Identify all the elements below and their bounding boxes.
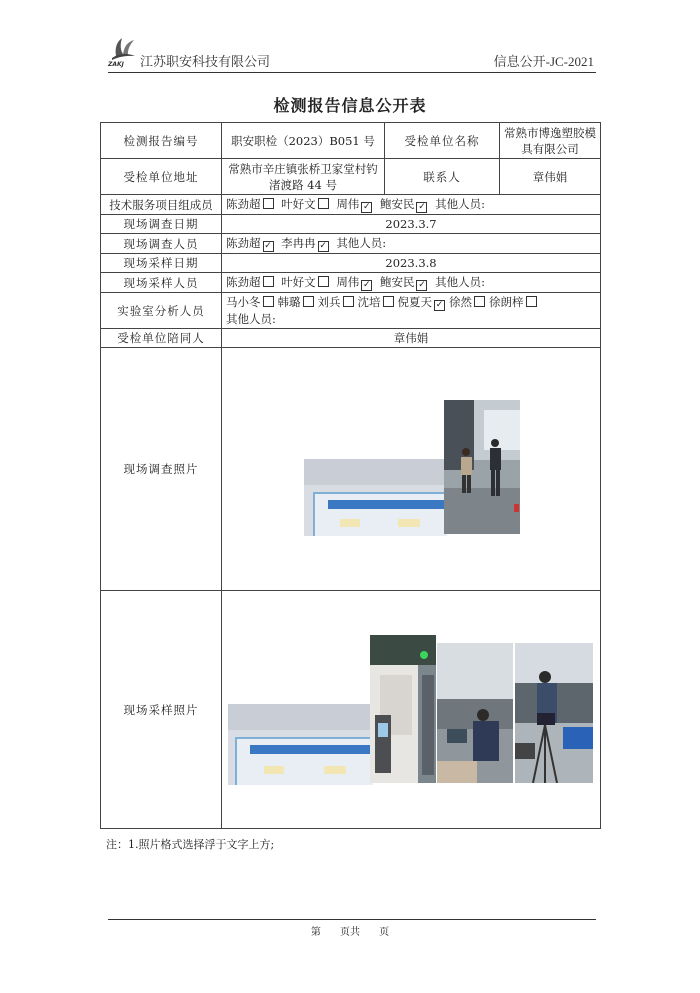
lab-staff-list <box>222 293 601 329</box>
checkbox-icon[interactable] <box>303 296 314 307</box>
survey-staff-list <box>222 234 601 254</box>
sampling-photo-device <box>370 635 436 783</box>
client-name-value: 常熟市博逸塑胶模具有限公司 <box>500 123 601 159</box>
sampling-date-value: 2023.3.8 <box>222 254 601 273</box>
address-label: 受检单位地址 <box>101 159 222 195</box>
staff-name: 徐朗梓 <box>489 295 524 309</box>
staff-name: 叶好文 <box>281 275 316 289</box>
survey-date-value: 2023.3.7 <box>222 215 601 234</box>
team-member: 陈劲超 <box>226 197 261 211</box>
checkbox-icon[interactable] <box>263 198 274 209</box>
contact-label: 联系人 <box>385 159 500 195</box>
sampling-photo-area <box>222 591 601 829</box>
checkbox-icon[interactable] <box>318 198 329 209</box>
sampling-photo-worker <box>437 643 513 783</box>
staff-name: 倪夏天 <box>397 295 432 309</box>
checked-checkbox-icon[interactable]: ✓ <box>418 280 426 290</box>
team-member: 周伟 <box>336 197 360 211</box>
checked-checkbox-icon[interactable]: ✓ <box>264 241 272 251</box>
checkbox-icon[interactable] <box>263 296 274 307</box>
sampling-staff-list <box>222 273 601 293</box>
survey-staff-label: 现场调查人员 <box>101 234 222 254</box>
footer-pages: 页 <box>379 927 390 938</box>
staff-name: 李冉冉 <box>281 236 316 250</box>
table-row <box>101 273 601 293</box>
table-row <box>101 159 601 195</box>
team-other: 其他人员: <box>435 197 485 211</box>
team-member: 叶好文 <box>281 197 316 211</box>
note: 注：1.照片格式选择浮于文字上方; <box>106 838 275 851</box>
staff-name: 沈培 <box>357 295 381 309</box>
survey-photo-people <box>444 400 520 534</box>
staff-name: 陈劲超 <box>226 236 261 250</box>
staff-name: 徐然 <box>449 295 472 309</box>
survey-photo-area <box>222 348 601 591</box>
table-row <box>101 348 601 591</box>
team-label: 技术服务项目组成员 <box>101 195 222 215</box>
sampling-staff-label: 现场采样人员 <box>101 273 222 293</box>
table-row <box>101 123 601 159</box>
footer-page: 第 <box>310 927 321 938</box>
team-list <box>222 195 601 215</box>
contact-value: 章伟娟 <box>500 159 601 195</box>
sampling-photo-board <box>228 704 373 785</box>
staff-name: 周伟 <box>336 275 360 289</box>
checkbox-icon[interactable] <box>343 296 354 307</box>
checked-checkbox-icon[interactable]: ✓ <box>435 300 444 310</box>
staff-name: 刘兵 <box>317 295 341 309</box>
checked-checkbox-icon[interactable]: ✓ <box>363 202 371 212</box>
survey-photo-label: 现场调查照片 <box>101 348 222 591</box>
checkbox-icon[interactable] <box>318 276 329 287</box>
address-value: 常熟市辛庄镇张桥卫家堂村钓渚渡路 44 号 <box>222 159 385 195</box>
team-member: 鲍安民 <box>379 197 415 211</box>
survey-photo-board <box>304 459 447 536</box>
table-row <box>101 591 601 829</box>
sampling-date-label: 现场采样日期 <box>101 254 222 273</box>
checkbox-icon[interactable] <box>263 276 274 287</box>
table-row <box>101 234 601 254</box>
lab-other: 其他人员: <box>226 312 276 326</box>
logo-text: ZAKJ <box>108 61 124 68</box>
checkbox-icon[interactable] <box>526 296 537 307</box>
table-row <box>101 293 601 329</box>
sampling-other: 其他人员: <box>435 275 485 289</box>
sampling-photo-tripod <box>515 643 593 783</box>
checkbox-icon[interactable] <box>474 296 485 307</box>
table-row <box>101 195 601 215</box>
page-header <box>108 32 596 73</box>
table-row <box>101 254 601 273</box>
report-no-label: 检测报告编号 <box>101 123 222 159</box>
checked-checkbox-icon[interactable]: ✓ <box>418 202 426 212</box>
staff-name: 马小冬 <box>226 295 261 309</box>
page-title: 检测报告信息公开表 <box>273 96 427 115</box>
company-name: 江苏职安科技有限公司 <box>140 55 271 70</box>
survey-other: 其他人员: <box>336 236 387 250</box>
survey-date-label: 现场调查日期 <box>101 215 222 234</box>
escort-value: 章伟娟 <box>222 329 601 348</box>
footer-of: 页共 <box>340 927 360 938</box>
staff-name: 陈劲超 <box>226 275 261 289</box>
sampling-photo-label: 现场采样照片 <box>101 591 222 829</box>
table-row <box>101 329 601 348</box>
document-code: 信息公开-JC-2021 <box>493 54 594 69</box>
page-footer <box>0 923 700 938</box>
report-no-value: 职安职检（2023）B051 号 <box>222 123 385 159</box>
checked-checkbox-icon[interactable]: ✓ <box>319 241 327 251</box>
client-name-label: 受检单位名称 <box>385 123 500 159</box>
escort-label: 受检单位陪同人 <box>101 329 222 348</box>
info-table <box>100 122 601 829</box>
checked-checkbox-icon[interactable]: ✓ <box>363 280 371 290</box>
checkbox-icon[interactable] <box>383 296 394 307</box>
table-row <box>101 215 601 234</box>
staff-name: 韩璐 <box>277 295 301 309</box>
staff-name: 鲍安民 <box>379 275 415 289</box>
footer-divider <box>108 919 596 920</box>
lab-staff-label: 实验室分析人员 <box>101 293 222 329</box>
